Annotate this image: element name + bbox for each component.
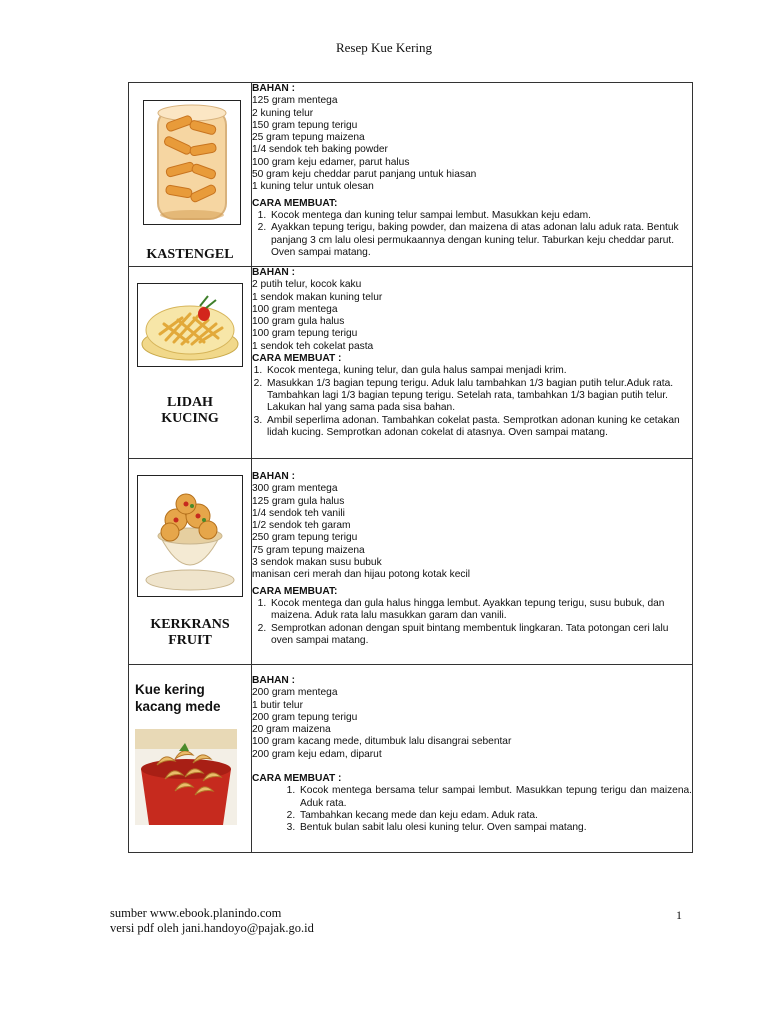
bahan-heading: BAHAN :	[252, 675, 296, 686]
recipe-image-cell	[129, 83, 252, 267]
cara-heading: CARA MEMBUAT:	[252, 197, 338, 209]
step: 3. Bentuk bulan sabit lalu olesi kuning telur. Oven sampai matang.	[298, 822, 692, 834]
cara-heading: CARA MEMBUAT:	[252, 585, 338, 597]
ingredient: 1 kuning telur untuk olesan	[252, 181, 374, 193]
ingredient: 100 gram mentega	[252, 303, 338, 315]
recipe-image-cell	[129, 459, 252, 665]
recipe-row	[129, 665, 693, 853]
ingredient: 50 gram keju cheddar parut panjang untuk hiasan	[252, 169, 477, 181]
step-list	[252, 598, 692, 647]
recipe-name: Kue kering kacang mede	[135, 682, 221, 714]
step: 2. Ayakkan tepung terigu, baking powder, dan maizena di atas adonan lalu aduk rata. Bentuk panjang 3 cm lalu olesi permukaannya dengan kuning telur. Taburkan keju cheddar parut. Oven sampai matang.	[269, 222, 692, 259]
ingredient: 100 gram kacang mede, ditumbuk lalu disangrai sebentar	[252, 736, 512, 748]
ingredient: manisan ceri merah dan hijau potong kotak kecil	[252, 569, 471, 581]
recipe-image-cell	[129, 267, 252, 459]
recipe-image-cell	[129, 665, 252, 853]
kastengel-photo	[143, 100, 241, 225]
step: 1. Kocok mentega dan gula halus hingga lembut. Ayakkan tepung terigu, susu bubuk, dan maizena. Aduk rata lalu masukkan garam dan vanili.	[269, 598, 692, 623]
ingredient: 2 kuning telur	[252, 107, 314, 119]
ingredient: 150 gram tepung terigu	[252, 119, 358, 131]
ingredient: 200 gram keju edam, diparut	[252, 748, 382, 760]
bahan-heading: BAHAN :	[252, 267, 296, 278]
recipe-row	[129, 267, 693, 459]
footer-author: versi pdf oleh jani.handoyo@pajak.go.id	[110, 921, 314, 935]
step: 1. Kocok mentega bersama telur sampai lembut. Masukkan tepung terigu dan maizena. Aduk rata.	[298, 785, 692, 810]
ingredient: 1 butir telur	[252, 699, 303, 711]
ingredient: 100 gram tepung terigu	[252, 328, 358, 340]
ingredient: 250 gram tepung terigu	[252, 532, 358, 544]
step: 2. Semprotkan adonan dengan spuit bintang membentuk lingkaran. Tata potongan ceri lalu oven sampai matang.	[269, 623, 692, 648]
ingredient: 100 gram gula halus	[252, 316, 345, 328]
recipe-row	[129, 459, 693, 665]
lidah-kucing-photo	[137, 283, 243, 367]
cara-heading: CARA MEMBUAT :	[252, 773, 342, 785]
recipe-name: KERKRANS FRUIT	[150, 617, 230, 648]
ingredient-list	[252, 687, 692, 761]
step-list	[252, 365, 692, 439]
step: 1. Kocok mentega dan kuning telur sampai lembut. Masukkan keju edam.	[269, 210, 692, 222]
ingredient: 1/2 sendok teh garam	[252, 520, 351, 532]
kerkrans-fruit-photo	[137, 475, 243, 597]
ingredient: 200 gram tepung terigu	[252, 711, 358, 723]
step-list	[252, 785, 692, 834]
ingredient: 3 sendok makan susu bubuk	[252, 557, 382, 569]
ingredient: 125 gram mentega	[252, 95, 338, 107]
ingredient: 75 gram tepung maizena	[252, 544, 365, 556]
ingredient: 100 gram keju edamer, parut halus	[252, 156, 410, 168]
ingredient-list	[252, 279, 692, 353]
page-title: Resep Kue Kering	[335, 40, 433, 55]
footer	[110, 906, 314, 936]
step: 2. Tambahkan kecang mede dan keju edam. Aduk rata.	[298, 810, 692, 822]
recipe-text-cell	[252, 267, 693, 459]
ingredient: 125 gram gula halus	[252, 495, 345, 507]
ingredient: 1 sendok makan kuning telur	[252, 291, 383, 303]
ingredient: 25 gram tepung maizena	[252, 132, 365, 144]
step: 3. Ambil seperlima adonan. Tambahkan cokelat pasta. Semprotkan adonan kuning ke cetakan lidah kucing. Semprotkan adonan cokelat di atasnya. Oven sampai matang.	[265, 415, 692, 440]
footer-source: sumber www.ebook.planindo.com	[110, 906, 282, 920]
bahan-heading: BAHAN :	[252, 83, 296, 94]
step-list	[252, 210, 692, 259]
recipe-table	[128, 82, 693, 853]
recipe-text-cell	[252, 665, 693, 853]
ingredient: 300 gram mentega	[252, 483, 338, 495]
recipe-name: LIDAH KUCING	[161, 395, 219, 426]
recipe-text-cell	[252, 459, 693, 665]
bahan-heading: BAHAN :	[252, 471, 296, 482]
ingredient-list	[252, 483, 692, 581]
ingredient: 1/4 sendok teh baking powder	[252, 144, 388, 156]
recipe-name: KASTENGEL	[146, 247, 234, 262]
ingredient-list	[252, 95, 692, 193]
ingredient: 1/4 sendok teh vanili	[252, 507, 345, 519]
recipe-row	[129, 83, 693, 267]
step: 2. Masukkan 1/3 bagian tepung terigu. Aduk lalu tambahkan 1/3 bagian putih telur.Aduk rata. Tambahkan lagi 1/3 bagian tepung terigu. Setelah rata, tambahkan 1/3 bagian putih telur. Lakukan hal yang sama pada sisa bahan.	[265, 378, 692, 415]
ingredient: 20 gram maizena	[252, 724, 331, 736]
ingredient: 2 putih telur, kocok kaku	[252, 279, 362, 291]
ingredient: 1 sendok teh cokelat pasta	[252, 340, 374, 352]
recipe-text-cell	[252, 83, 693, 267]
page-number: 1	[676, 908, 682, 922]
ingredient: 200 gram mentega	[252, 687, 338, 699]
step: 1. Kocok mentega, kuning telur, dan gula halus sampai menjadi krim.	[265, 365, 692, 377]
cara-heading: CARA MEMBUAT :	[252, 353, 342, 365]
kacang-mede-photo	[135, 729, 237, 825]
